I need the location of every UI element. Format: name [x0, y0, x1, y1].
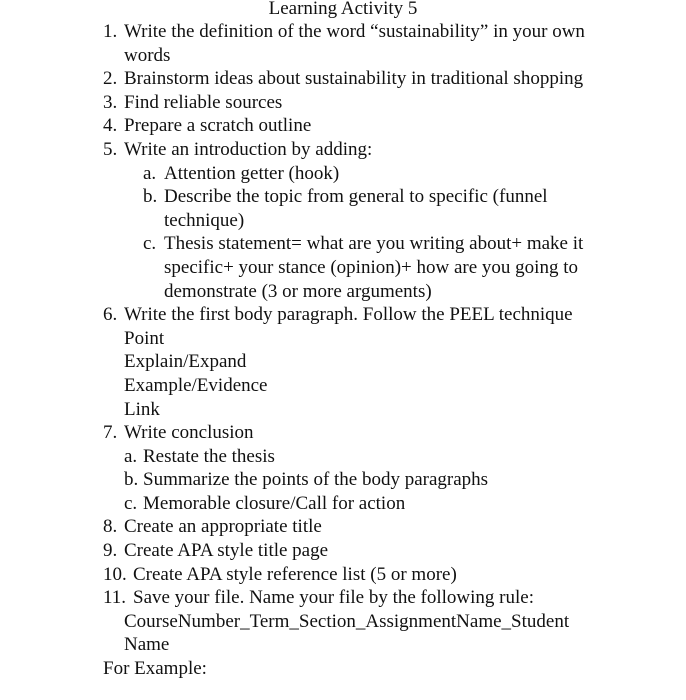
item-number: 4.: [103, 115, 118, 137]
sub-list-item: [0, 185, 604, 232]
list-item: [0, 421, 604, 445]
item-number: 9.: [103, 540, 118, 562]
item-text: Create APA style title page: [124, 540, 329, 562]
item-number: 2.: [103, 68, 118, 90]
file-naming-rule: CourseNumber_Term_Section_AssignmentName_Student Name: [124, 610, 570, 656]
item-text: Prepare a scratch outline: [124, 115, 312, 137]
peel-step: Example/Evidence: [124, 374, 268, 396]
sub-item-text: Attention getter (hook): [164, 162, 340, 184]
sub-list-item: [0, 162, 604, 186]
sub-item-letter: a.: [124, 445, 138, 467]
item-text: Write the definition of the word “sustainability” in your own words: [124, 21, 585, 66]
item-text: Brainstorm ideas about sustainability in traditional shopping: [124, 68, 584, 90]
peel-step: Point: [124, 327, 165, 349]
list-item: [0, 91, 604, 115]
sub-list-item: [0, 468, 604, 492]
item-number: 7.: [103, 422, 118, 444]
sub-item-letter: c.: [124, 492, 138, 514]
list-item: [0, 539, 604, 563]
item-number: 11.: [103, 587, 127, 609]
list-item: [0, 20, 604, 67]
example-label: For Example:: [103, 658, 207, 680]
page-title: Learning Activity 5: [268, 0, 418, 19]
sub-item-text: Memorable closure/Call for action: [143, 492, 406, 514]
list-item: [0, 138, 604, 162]
item-number: 3.: [103, 91, 118, 113]
list-item: [0, 114, 604, 138]
item-text: Create an appropriate title: [124, 516, 322, 538]
list-item: [0, 303, 604, 327]
activity-list: [0, 20, 686, 681]
item-number: 5.: [103, 138, 118, 160]
item-number: 8.: [103, 516, 118, 538]
list-item: [0, 586, 613, 610]
peel-step: Explain/Expand: [124, 351, 247, 373]
sub-item-text: Summarize the points of the body paragraphs: [143, 469, 489, 491]
sub-item-letter: b.: [124, 469, 139, 491]
item-text: Save your file. Name your file by the following rule:: [133, 587, 535, 609]
item-text: Write an introduction by adding:: [124, 138, 373, 160]
sub-list-item: [0, 492, 604, 516]
sub-item-letter: b.: [143, 186, 158, 208]
list-item: [0, 67, 604, 91]
sub-list-item: [0, 445, 604, 469]
list-item: [0, 515, 604, 539]
sub-item-text: Restate the thesis: [143, 445, 275, 467]
item-text: Write the first body paragraph. Follow the PEEL technique: [124, 304, 573, 326]
sub-item-letter: c.: [143, 233, 157, 255]
sub-item-letter: a.: [143, 162, 157, 184]
sub-list-item: [0, 232, 604, 303]
sub-item-text: Describe the topic from general to specific (funnel technique): [164, 186, 548, 231]
item-text: Create APA style reference list (5 or more): [133, 563, 457, 585]
list-item: [0, 563, 613, 587]
item-number: 1.: [103, 21, 118, 42]
peel-step: Link: [124, 398, 160, 420]
sub-item-text: Thesis statement= what are you writing about+ make it specific+ your stance (opinion)+ how are you going to demonstrate (3 or more arguments): [164, 233, 584, 302]
item-text: Write conclusion: [124, 422, 254, 444]
item-number: 10.: [103, 563, 127, 585]
item-text: Find reliable sources: [124, 91, 283, 113]
item-number: 6.: [103, 304, 118, 326]
